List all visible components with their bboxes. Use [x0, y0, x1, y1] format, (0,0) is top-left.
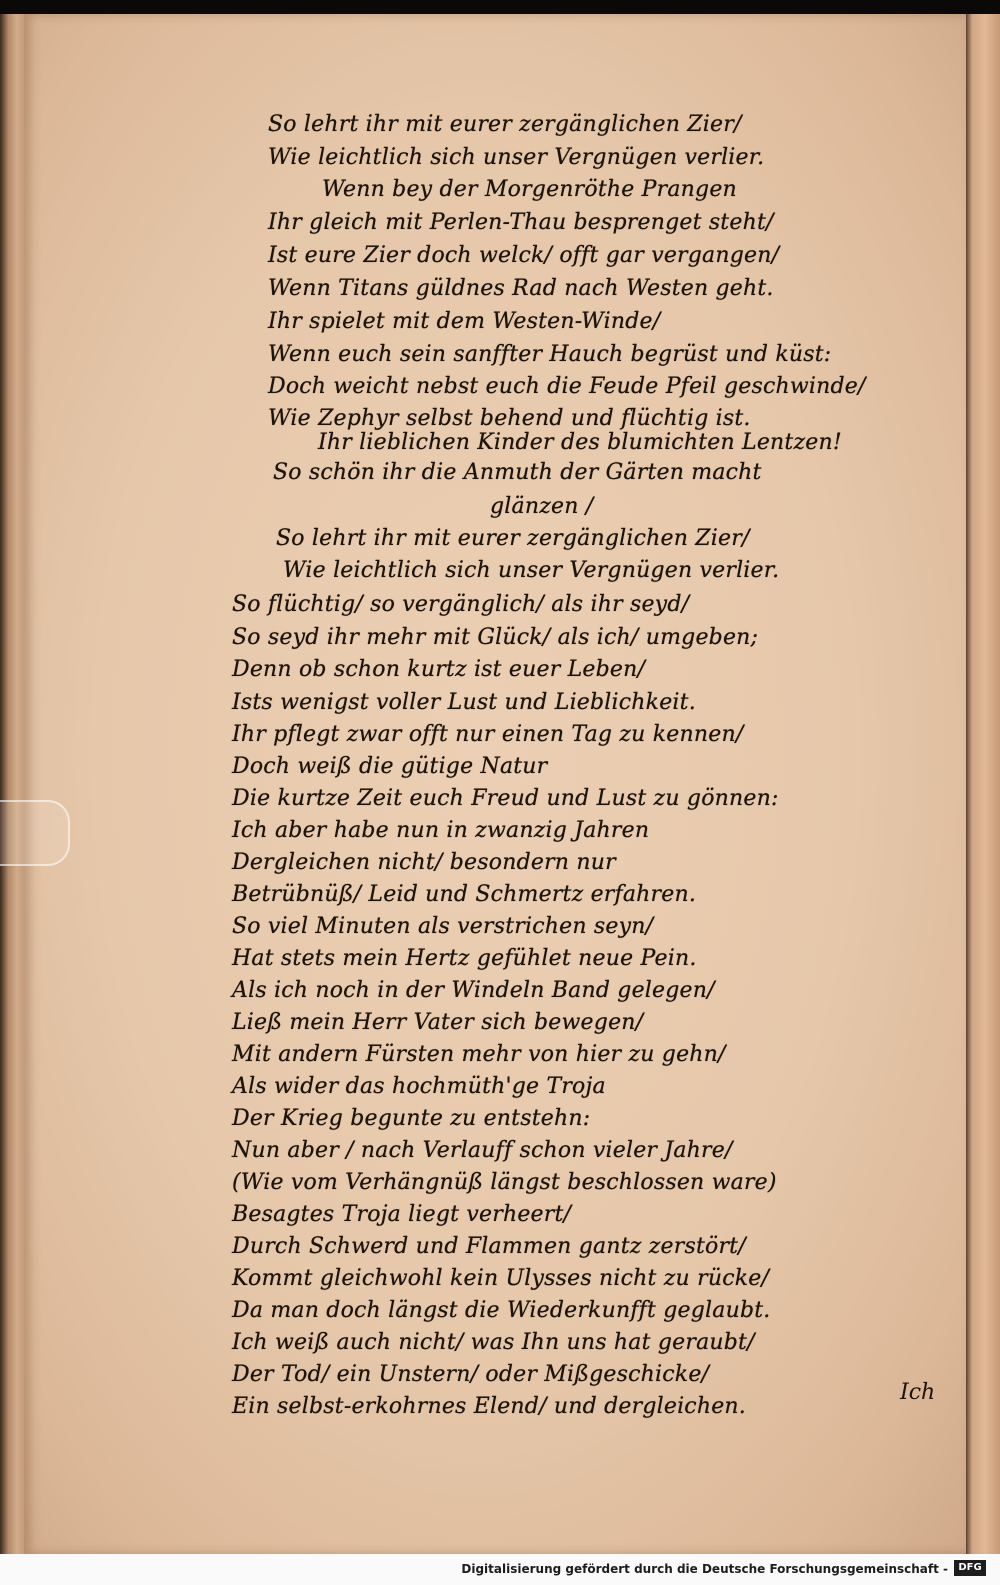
poem-line: So lehrt ihr mit eurer zergänglichen Zier/ — [268, 112, 742, 137]
poem-line: Da man doch längst die Wiederkunfft geglaubt. — [232, 1298, 771, 1323]
dfg-logo: DFG — [954, 1560, 986, 1576]
poem-line: Wenn Titans güldnes Rad nach Westen geht. — [268, 276, 774, 301]
poem-line: Nun aber / nach Verlauff schon vieler Jahre/ — [232, 1138, 733, 1163]
poem-line: Kommt gleichwohl kein Ulysses nicht zu rücke/ — [232, 1266, 770, 1291]
poem-line: Ich weiß auch nicht/ was Ihn uns hat geraubt/ — [232, 1330, 755, 1355]
poem-line: Wenn euch sein sanffter Hauch begrüst und küst: — [268, 342, 832, 367]
poem-line: (Wie vom Verhängnüß längst beschlossen ware) — [232, 1170, 777, 1195]
poem-line: Dergleichen nicht/ besondern nur — [232, 850, 616, 875]
digitization-footer — [0, 1554, 1000, 1585]
poem-line: Hat stets mein Hertz gefühlet neue Pein. — [232, 946, 697, 971]
poem-line: Wie Zephyr selbst behend und flüchtig ist. — [268, 406, 751, 431]
poem-line: Wie leichtlich sich unser Vergnügen verlier. — [283, 558, 780, 583]
poem-line: glänzen / — [490, 494, 594, 519]
catchword: Ich — [900, 1380, 936, 1405]
poem-line: Betrübnüß/ Leid und Schmertz erfahren. — [232, 882, 697, 907]
poem-line: Die kurtze Zeit euch Freud und Lust zu gönnen: — [232, 786, 779, 811]
poem-line: So flüchtig/ so vergänglich/ als ihr seyd/ — [232, 592, 690, 617]
poem-line: So lehrt ihr mit eurer zergänglichen Zier/ — [276, 526, 750, 551]
poem-line: Als wider das hochmüth'ge Troja — [232, 1074, 606, 1099]
poem-line: Ihr pflegt zwar offt nur einen Tag zu kennen/ — [232, 722, 744, 747]
poem-line: So seyd ihr mehr mit Glück/ als ich/ umgeben; — [232, 625, 759, 650]
poem-line: Denn ob schon kurtz ist euer Leben/ — [232, 657, 646, 682]
poem-line: So schön ihr die Anmuth der Gärten macht — [273, 460, 762, 485]
poem-line: Doch weiß die gütige Natur — [232, 754, 548, 779]
poem-line: Ihr spielet mit dem Westen-Winde/ — [268, 309, 661, 334]
poem-line: Ließ mein Herr Vater sich bewegen/ — [232, 1010, 644, 1035]
poem-line: Ihr lieblichen Kinder des blumichten Lentzen! — [318, 430, 842, 455]
poem-line: Ein selbst-erkohrnes Elend/ und dergleichen. — [232, 1394, 746, 1419]
footer-credit: Digitalisierung gefördert durch die Deutsche Forschungsgemeinschaft - — [461, 1562, 948, 1576]
poem-line: Ists wenigst voller Lust und Lieblichkeit. — [232, 690, 696, 715]
poem-line: Ist eure Zier doch welck/ offt gar vergangen/ — [268, 243, 780, 268]
poem-line: Ihr gleich mit Perlen-Thau besprenget steht/ — [268, 210, 774, 235]
poem-line: Mit andern Fürsten mehr von hier zu gehn/ — [232, 1042, 726, 1067]
poem-line: Wenn bey der Morgenröthe Prangen — [322, 177, 737, 202]
poem-line: Besagtes Troja liegt verheert/ — [232, 1202, 572, 1227]
poem-line: Durch Schwerd und Flammen gantz zerstört/ — [232, 1234, 746, 1259]
poem-line: Doch weicht nebst euch die Feude Pfeil geschwinde/ — [268, 374, 866, 399]
poem-line: Ich aber habe nun in zwanzig Jahren — [232, 818, 650, 843]
poem-line: Der Tod/ ein Unstern/ oder Mißgeschicke/ — [232, 1362, 710, 1387]
poem-line: So viel Minuten als verstrichen seyn/ — [232, 914, 654, 939]
poem-line: Wie leichtlich sich unser Vergnügen verlier. — [268, 145, 765, 170]
poem-line: Der Krieg begunte zu entstehn: — [232, 1106, 591, 1131]
poem-line: Als ich noch in der Windeln Band gelegen/ — [232, 978, 715, 1003]
